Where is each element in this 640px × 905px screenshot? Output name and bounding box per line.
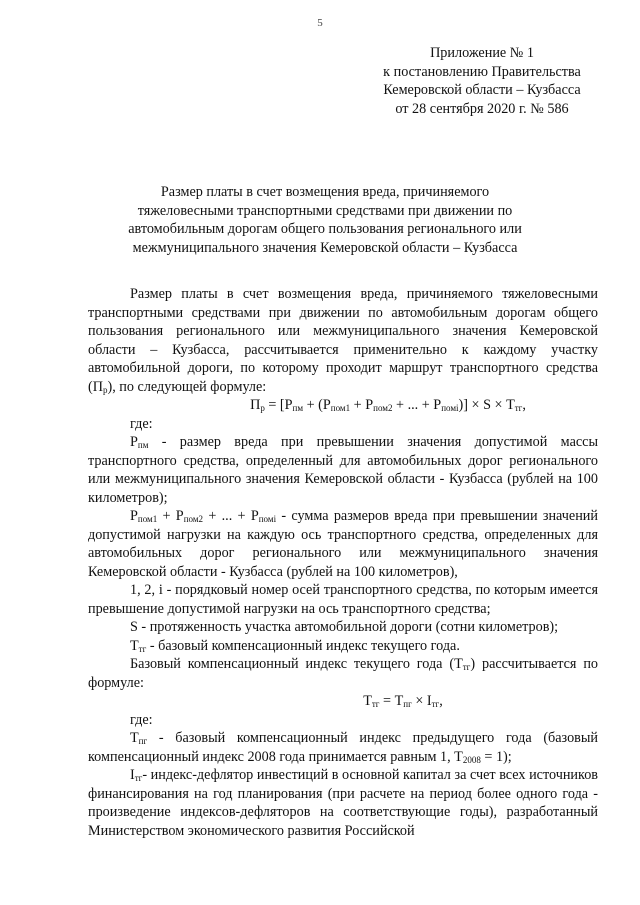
appendix-line: Приложение № 1 [430,45,534,61]
definition-s: S - протяженность участка автомобильной дороги (сотни километров); [130,619,559,635]
appendix-line: Кемеровской области – Кузбасса [383,82,581,98]
definition-ttg: $Т_{тг}$ - базовый компенсационный индекс текущего года. [130,637,460,654]
definition-axles: 1, 2, i - порядковый номер осей транспортного средства, по которым имеется превышение допустимой нагрузки на ось транспортного средства; [88,582,598,617]
title-line: Размер платы в счет возмещения вреда, причиняемого [160,184,490,200]
definition-itg: $I_{тг}-$ индекс-дефлятор инвестиций в основной капитал за счет всех источников финансирования на год планирования (при расчете на период более одного года - произведение индексов-дефляторов на соответствующие годы), разработанный Министерством экономического развития Российской [88,767,598,839]
appendix-line: к постановлению Правительства [383,63,581,80]
where-label: где: [130,711,153,728]
definition-pm: $Р_{пм}$ - размер вреда при превышении значения допустимой массы транспортного средства, определенный для автомобильных дорог регионального или межмуниципального значения Кемеровской области - Кузбасса (рублей на 100 километров); [88,434,598,506]
intro-paragraph: Размер платы в счет возмещения вреда, причиняемого тяжеловесными транспортными средствами при движении по автомобильным дорогам общего пользования регионального или межмуниципального значения Кемеровской области – Кузбасса, рассчитывается применительно к каждому участку автомобильной дороги, по которому проходит маршрут транспортного средства $(П_р)$, по следующей формуле: [88,286,598,395]
where-label: где: [130,415,153,432]
definition-pom: $Р_{пом1} + Р_{пом2}$ + ... + $Р_{помi}$ - сумма размеров вреда при превышении значений допустимой нагрузки на каждую ось транспортного средства, определенных для автомобильных дорог регионального или межмуниципального значения Кемеровской области - Кузбасса (рублей на 100 километров), [88,508,598,580]
title-line: автомобильным дорогам общего пользования регионального или [128,221,522,237]
title-line: межмуниципального значения Кемеровской области – Кузбасса [132,239,518,256]
page-number: 5 [317,17,323,29]
formula-payment: $П_р = [Р_{пм} + (Р_{пом1} + Р_{пом2}$ + ... + $Р_{помi})] \times S \times Т_{тг}$, [250,397,526,413]
title-line: тяжеловесными транспортными средствами при движении по [137,202,513,219]
definition-tpg: $Т_{пг}$ - базовый компенсационный индекс предыдущего года (базовый компенсационный индекс 2008 года принимается равным 1, $Т_{2008} = 1$); [88,730,598,765]
document-body [88,285,598,840]
base-index-paragraph: Базовый компенсационный индекс текущего года $(Т_{тг})$ рассчитывается по формуле: [88,656,599,691]
document-title [90,183,560,257]
formula-index: $Т_{тг} = Т_{пг} \times I_{тг}$, [363,693,443,709]
appendix-line: от 28 сентября 2020 г. № 586 [395,100,569,117]
appendix-header [372,44,592,118]
